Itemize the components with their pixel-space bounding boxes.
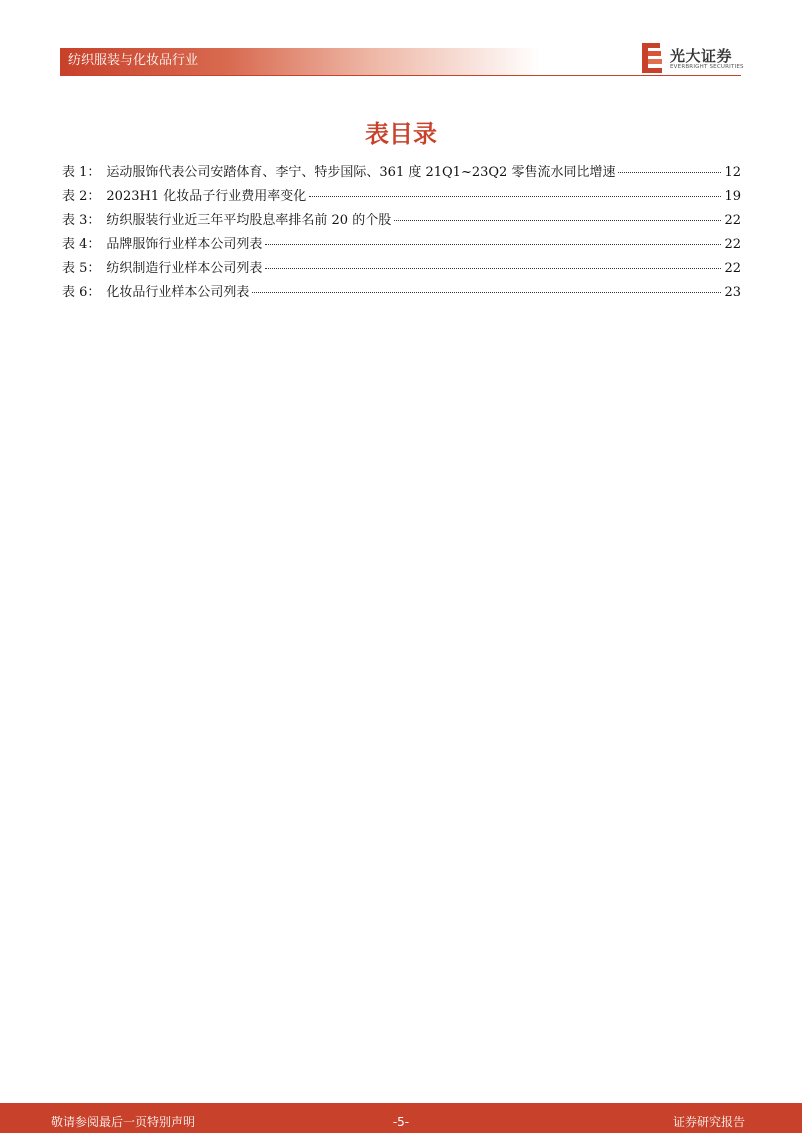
toc-entry-label: 表 6：	[62, 285, 101, 300]
toc-entry-page[interactable]: 22	[724, 213, 741, 228]
toc-entry-text[interactable]: 纺织制造行业样本公司列表	[106, 261, 263, 276]
toc-dot-leader	[265, 268, 721, 269]
toc-entry-label: 表 4：	[62, 237, 101, 252]
footer-disclaimer: 敬请参阅最后一页特别声明	[51, 1115, 196, 1129]
toc-entry-label: 表 1：	[62, 165, 101, 180]
toc-entry-label: 表 3：	[62, 213, 101, 228]
toc-entry-text[interactable]: 品牌服饰行业样本公司列表	[106, 237, 263, 252]
logo-name-en: EVERBRIGHT SECURITIES	[670, 64, 744, 70]
toc-dot-leader	[309, 196, 721, 197]
toc-entry-text[interactable]: 化妆品行业样本公司列表	[106, 285, 250, 300]
toc-dot-leader	[394, 220, 721, 221]
toc-entry-page[interactable]: 22	[724, 261, 741, 276]
toc-entry-text[interactable]: 2023H1 化妆品子行业费用率变化	[106, 189, 307, 204]
toc-entry[interactable]	[62, 209, 741, 233]
toc-entry[interactable]	[62, 257, 741, 281]
toc-dot-leader	[618, 172, 721, 173]
footer-page-number: -5-	[392, 1115, 410, 1129]
toc-entry[interactable]	[62, 161, 741, 185]
toc-entry-page[interactable]: 22	[724, 237, 741, 252]
toc-entry[interactable]	[62, 281, 741, 305]
toc-entry-label: 表 2：	[62, 189, 101, 204]
toc-dot-leader	[265, 244, 721, 245]
toc-entry-page[interactable]: 19	[724, 189, 741, 204]
toc-entry-label: 表 5：	[62, 261, 101, 276]
logo-name-cn: 光大证券	[670, 47, 733, 65]
header-divider	[60, 75, 741, 76]
toc-title: 表目录	[365, 120, 437, 148]
toc-entry[interactable]	[62, 185, 741, 209]
company-logo	[640, 43, 744, 75]
toc-entry-text[interactable]: 运动服饰代表公司安踏体育、李宁、特步国际、361 度 21Q1~23Q2 零售流水同比增速	[106, 165, 616, 180]
everbright-logo-icon	[640, 43, 664, 73]
toc-entry-page[interactable]: 23	[724, 285, 741, 300]
section-title: 纺织服装与化妆品行业	[68, 53, 199, 68]
toc-entry[interactable]	[62, 233, 741, 257]
toc-dot-leader	[252, 292, 721, 293]
toc-entry-text[interactable]: 纺织服装行业近三年平均股息率排名前 20 的个股	[106, 213, 392, 228]
footer-report-type: 证券研究报告	[672, 1115, 745, 1129]
toc-entry-page[interactable]: 12	[724, 165, 741, 180]
toc-list	[62, 161, 741, 305]
